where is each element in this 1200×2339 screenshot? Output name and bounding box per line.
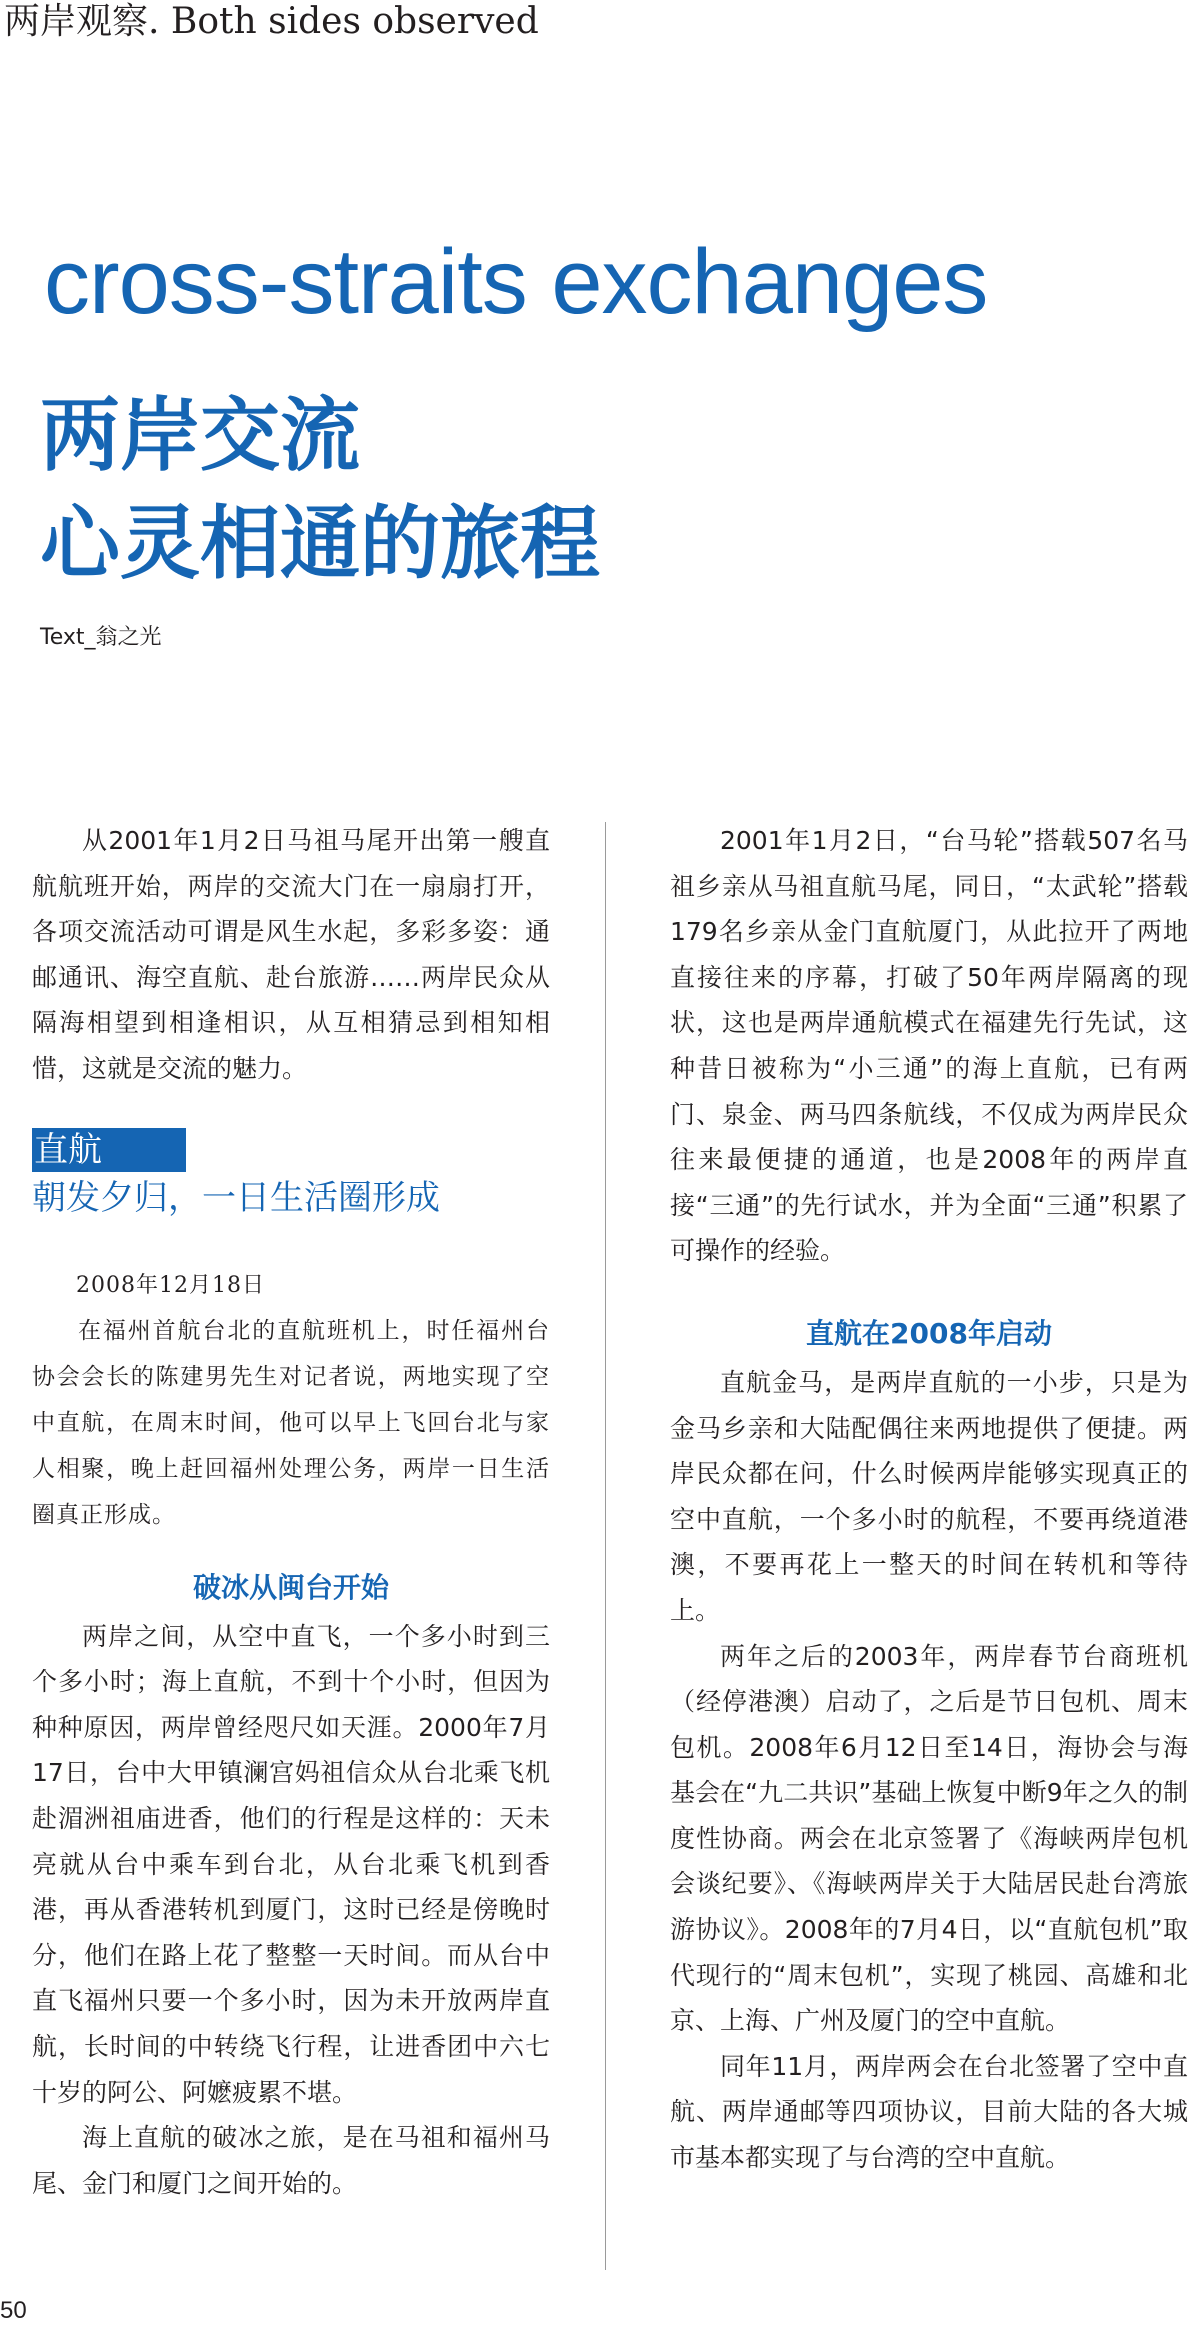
byline: Text_翁之光 — [40, 625, 162, 650]
subhead-2008: 直航在2008年启动 — [806, 1316, 1052, 1350]
right-column — [670, 818, 1188, 2181]
body-paragraph: 海上直航的破冰之旅，是在马祖和福州马尾、金门和厦门之间开始的。 — [32, 2123, 550, 2198]
english-title: cross-straits exchanges — [44, 231, 988, 333]
page-number: 50 — [0, 2297, 27, 2324]
chinese-title-line-2: 心灵相通的旅程 — [40, 497, 600, 590]
body-paragraph: 同年11月，两岸两会在台北签署了空中直航、两岸通邮等四项协议，目前大陆的各大城市基本都实现了与台湾的空中直航。 — [670, 2051, 1188, 2173]
intro-paragraph: 从2001年1月2日马祖马尾开出第一艘直航航班开始，两岸的交流大门在一扇扇打开，各项交流活动可谓是风生水起，多彩多姿：通邮通讯、海空直航、赴台旅游……两岸民众从隔海相望到相逢相识，从互相猜忌到相知相惜，这就是交流的魅力。 — [32, 826, 550, 1083]
body-paragraph: 两岸之间，从空中直飞，一个多小时到三个多小时；海上直航，不到十个小时，但因为种种原因，两岸曾经咫尺如天涯。2000年7月17日，台中大甲镇澜宫妈祖信众从台北乘飞机赴湄洲祖庙进香，他们的行程是这样的：天未亮就从台中乘车到台北，从台北乘飞机到香港，再从香港转机到厦门，这时已经是傍晚时分，他们在路上花了整整一天时间。而从台中直飞福州只要一个多小时，因为未开放两岸直航，长时间的中转绕飞行程，让进香团中六七十岁的阿公、阿嬷疲累不堪。 — [32, 1621, 550, 2107]
body-paragraph: 两年之后的2003年，两岸春节台商班机（经停港澳）启动了，之后是节日包机、周末包机。2008年6月12日至14日，海协会与海基会在“九二共识”基础上恢复中断9年之久的制度性协商。两会在北京签署了《海峡两岸包机会谈纪要》、《海峡两岸关于大陆居民赴台湾旅游协议》。2008年的7月4日，以“直航包机”取代现行的“周末包机”，实现了桃园、高雄和北京、上海、广州及厦门的空中直航。 — [670, 1641, 1188, 2036]
subhead-icebreak: 破冰从闽台开始 — [192, 1570, 389, 1604]
chinese-title-line-1: 两岸交流 — [40, 389, 360, 482]
running-header: 两岸观察. Both sides observed — [4, 1, 539, 42]
column-divider — [605, 822, 606, 2270]
quote-block — [32, 1264, 550, 1538]
quote-text: 在福州首航台北的直航班机上，时任福州台协会会长的陈建男先生对记者说，两地实现了空中直航，在周末时间，他可以早上飞回台北与家人相聚，晚上赶回福州处理公务，两岸一日生活圈真正形成。 — [32, 1317, 550, 1528]
quote-date: 2008年12月18日 — [76, 1272, 265, 1298]
body-paragraph: 2001年1月2日，“台马轮”搭载507名马祖乡亲从马祖直航马尾，同日，“太武轮”搭载179名乡亲从金门直航厦门，从此拉开了两地直接往来的序幕，打破了50年两岸隔离的现状，这也是两岸通航模式在福建先行先试，这种昔日被称为“小三通”的海上直航，已有两门、泉金、两马四条航线，不仅成为两岸民众往来最便捷的通道，也是2008年的两岸直接“三通”的先行试水，并为全面“三通”积累了可操作的经验。 — [670, 826, 1188, 1266]
body-paragraph: 直航金马，是两岸直航的一小步，只是为金马乡亲和大陆配偶往来两地提供了便捷。两岸民众都在问，什么时候两岸能够实现真正的空中直航，一个多小时的航程，不要再绕道港澳，不要再花上一整天的时间在转机和等待上。 — [670, 1367, 1188, 1625]
section-tag: 直航 — [32, 1128, 186, 1172]
left-column — [32, 818, 550, 2206]
section-subtitle: 朝发夕归，一日生活圈形成 — [32, 1177, 440, 1218]
